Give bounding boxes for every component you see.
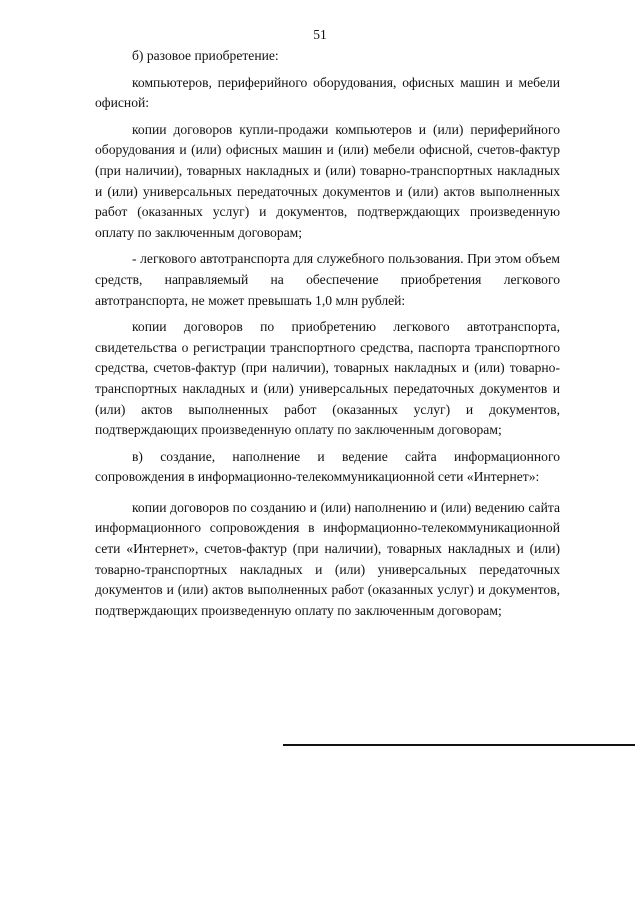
- paragraph-computers-heading: компьютеров, периферийного оборудования, офисных машин и мебели офисной:: [95, 74, 560, 111]
- page-number: 51: [313, 27, 327, 42]
- paragraph-website-documents: копии договоров по созданию и (или) наполнению и (или) ведению сайта информационного сопровождения в информационно-телекоммуникационной сети «Интернет», счетов-фактур (при наличии), товарных накладных и (или) товарно-транспортных накладных и (или) универсальных передаточных документов и (или) актов выполненных работ (оказанных услуг) и документов, подтверждающих произведенную оплату по заключенным договорам;: [95, 499, 560, 618]
- paragraph-website-heading: в) создание, наполнение и ведение сайта информационного сопровождения в информационно-телекоммуникационной сети «Интернет»:: [95, 448, 560, 485]
- paragraph-computers-documents: копии договоров купли-продажи компьютеров и (или) периферийного оборудования и (или) офисных машин и (или) мебели офисной, счетов-фактур (при наличии), товарных накладных и (или) товарно-транспортных накладных и (или) универсальных передаточных документов и (или) актов выполненных работ (оказанных услуг) и документов, подтверждающих произведенную оплату по заключенным договорам;: [95, 121, 560, 240]
- paragraph-vehicles-documents: копии договоров по приобретению легкового автотранспорта, свидетельства о регистрации транспортного средства, паспорта транспортного средства, счетов-фактур (при наличии), товарных накладных и (или) товарно-транспортных накладных и (или) универсальных передаточных документов и (или) актов выполненных работ (оказанных услуг) и документов, подтверждающих произведенную оплату по заключенным договорам;: [95, 319, 560, 438]
- paragraph-one-time-purchase-heading: б) разовое приобретение:: [132, 48, 279, 63]
- bottom-rule: [283, 744, 635, 746]
- paragraph-vehicles-heading: - легкового автотранспорта для служебного пользования. При этом объем средств, направляемый на обеспечение приобретения легкового автотранспорта, не может превышать 1,0 млн рублей:: [95, 251, 560, 308]
- document-body: [95, 46, 560, 621]
